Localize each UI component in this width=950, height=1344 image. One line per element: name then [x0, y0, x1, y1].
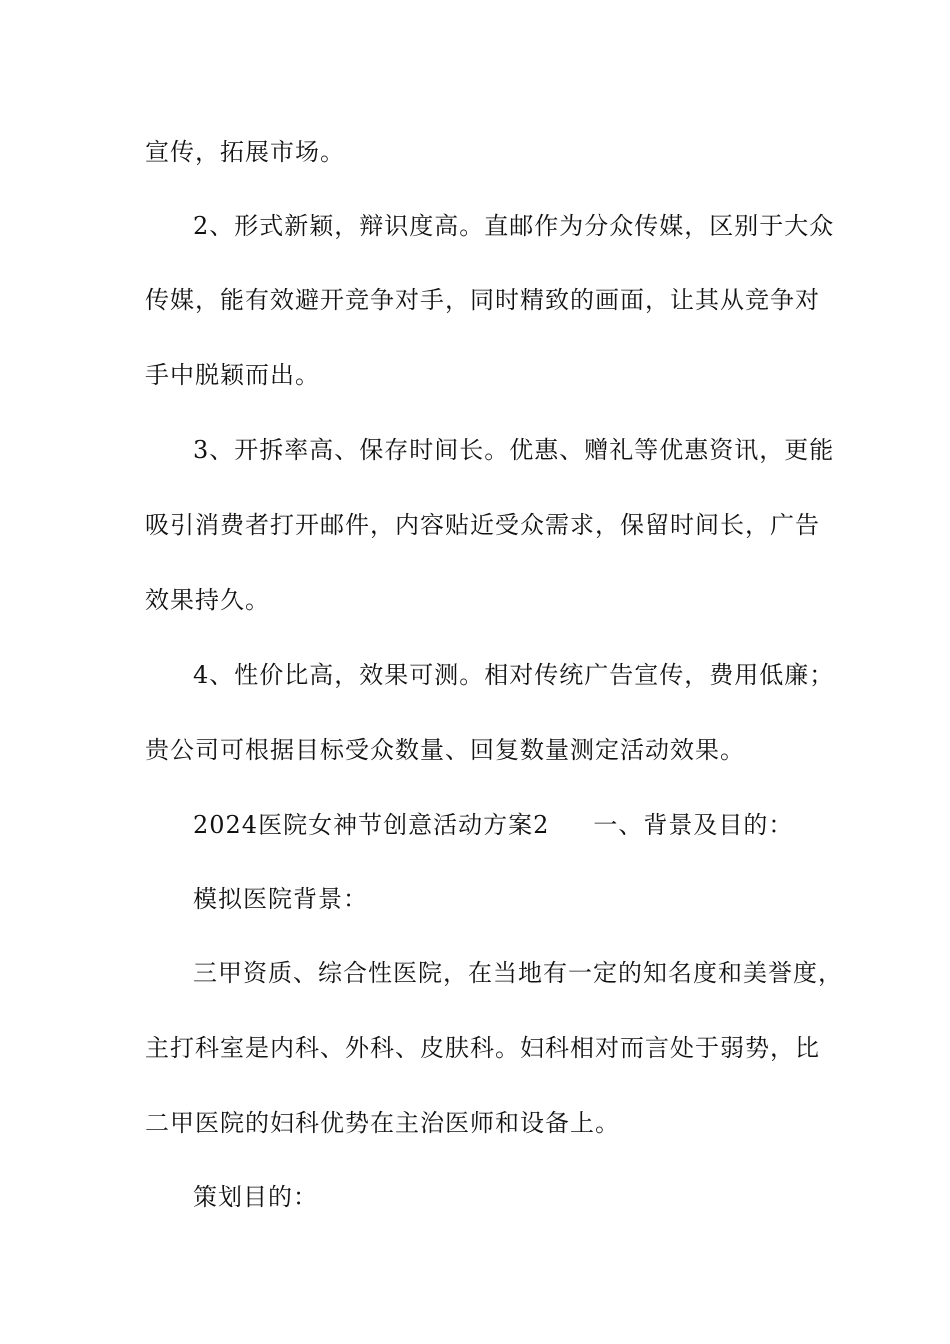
text-line: 贵公司可根据目标受众数量、回复数量测定活动效果。 — [145, 736, 745, 764]
text-line: 2、形式新颖，辩识度高。直邮作为分众传媒，区别于大众 — [193, 212, 835, 240]
section-heading-line — [193, 810, 793, 840]
subheading: 模拟医院背景： — [193, 885, 368, 913]
text-line: 4、性价比高，效果可测。相对传统广告宣传，费用低廉； — [193, 661, 835, 689]
text-line: 主打科室是内科、外科、皮肤科。妇科相对而言处于弱势，比 — [145, 1034, 820, 1062]
subheading: 策划目的： — [193, 1183, 318, 1211]
text-line: 传媒，能有效避开竞争对手，同时精致的画面，让其从竞争对 — [145, 286, 820, 314]
text-line: 3、开拆率高、保存时间长。优惠、赠礼等优惠资讯，更能 — [193, 436, 835, 464]
text-line: 吸引消费者打开邮件，内容贴近受众需求，保留时间长，广告 — [145, 511, 820, 539]
section-heading: 一、背景及目的： — [593, 811, 794, 839]
text-line: 效果持久。 — [145, 586, 270, 614]
text-line: 三甲资质、综合性医院，在当地有一定的知名度和美誉度， — [193, 959, 843, 987]
text-line: 宣传，拓展市场。 — [145, 138, 345, 166]
text-line: 二甲医院的妇科优势在主治医师和设备上。 — [145, 1109, 620, 1137]
plan-title: 2024医院女神节创意活动方案2 — [193, 811, 550, 839]
text-line: 手中脱颖而出。 — [145, 361, 320, 389]
